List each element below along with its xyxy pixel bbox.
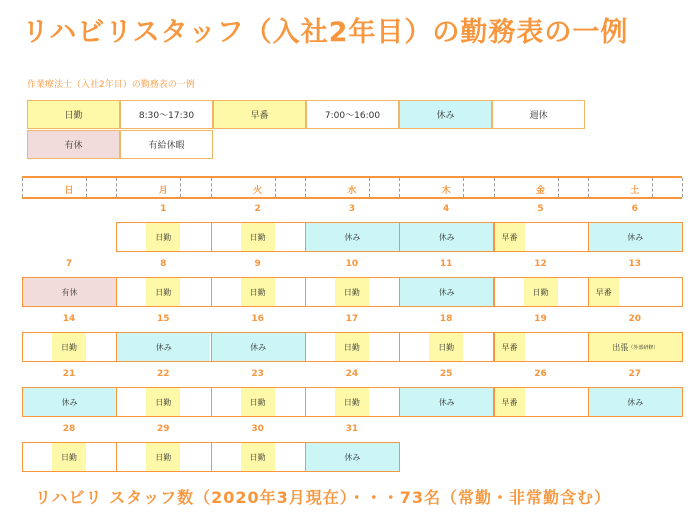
day-cell[interactable]	[399, 387, 494, 417]
day-cell[interactable]	[494, 222, 589, 252]
weekday-label: 土	[630, 186, 640, 196]
day-number: 12	[534, 259, 547, 269]
day-cell[interactable]	[211, 442, 306, 472]
day-cell[interactable]	[211, 332, 306, 362]
shift-name: 日勤	[249, 452, 266, 462]
day-number: 23	[251, 369, 264, 379]
day-number: 31	[345, 424, 359, 434]
shift-label	[589, 278, 619, 306]
day-cell[interactable]	[211, 387, 306, 417]
day-cell[interactable]	[22, 387, 117, 417]
staff-count-note: リハビリ スタッフ数（2020年3月現在）・・・73名（常勤・非常勤含む）	[35, 488, 612, 507]
shift-label	[241, 388, 275, 416]
day-number: 22	[157, 369, 170, 379]
shift-label	[524, 278, 558, 306]
shift-name: 日勤	[249, 232, 266, 242]
shift-note: （外部研修）	[628, 344, 659, 351]
shift-label	[335, 388, 369, 416]
shift-label	[241, 223, 275, 251]
shift-label	[495, 333, 525, 361]
day-cell[interactable]	[116, 222, 211, 252]
shift-label	[146, 223, 180, 251]
shift-name: 日勤	[155, 397, 172, 407]
shift-name: 日勤	[61, 452, 77, 462]
day-number: 26	[534, 369, 547, 379]
day-cell[interactable]	[399, 222, 494, 252]
shift-name: 日勤	[155, 452, 172, 462]
day-cell[interactable]	[305, 442, 400, 472]
weekday-label: 月	[158, 186, 168, 196]
day-number: 3	[348, 204, 356, 214]
day-number: 17	[345, 314, 359, 324]
shift-name: 休み	[438, 287, 455, 297]
header-divider	[682, 178, 683, 197]
shift-label	[146, 388, 180, 416]
day-number: 8	[160, 259, 167, 269]
shift-label	[589, 223, 682, 251]
day-cell[interactable]	[399, 277, 494, 307]
shift-label	[306, 443, 399, 471]
shift-name: 休み	[250, 342, 267, 352]
shift-name: 日勤	[249, 287, 266, 297]
legend-swatch: 休み	[399, 100, 492, 129]
day-cell[interactable]	[305, 222, 400, 252]
day-number: 28	[62, 424, 76, 434]
shift-name: 出張	[612, 342, 629, 352]
shift-name: 休み	[61, 397, 78, 407]
shift-label	[589, 388, 682, 416]
shift-label	[335, 278, 369, 306]
shift-label	[400, 388, 493, 416]
shift-label	[400, 278, 493, 306]
day-number: 2	[254, 204, 261, 214]
day-number: 14	[62, 314, 76, 324]
shift-label	[212, 333, 305, 361]
day-cell[interactable]	[22, 277, 117, 307]
shift-label	[117, 333, 210, 361]
shift-label	[146, 443, 180, 471]
shift-name: 休み	[627, 397, 644, 407]
day-cell[interactable]	[494, 277, 589, 307]
shift-name: 休み	[155, 342, 172, 352]
day-number: 25	[439, 369, 453, 379]
shift-name: 有休	[61, 287, 78, 297]
header-rule	[22, 176, 682, 178]
shift-label	[52, 443, 86, 471]
day-cell[interactable]	[116, 442, 211, 472]
legend-swatch: 早番	[213, 100, 306, 129]
shift-name: 休み	[438, 232, 455, 242]
shift-label	[495, 223, 525, 251]
day-number: 4	[443, 204, 450, 214]
shift-name: 休み	[627, 232, 644, 242]
shift-name: 早番	[595, 287, 612, 297]
day-number: 24	[345, 369, 359, 379]
shift-name: 日勤	[343, 287, 360, 297]
shift-label	[146, 278, 180, 306]
shift-name: 日勤	[155, 287, 172, 297]
day-number: 18	[439, 314, 453, 324]
day-number: 19	[534, 314, 547, 324]
day-number: 29	[157, 424, 170, 434]
day-cell[interactable]	[305, 277, 400, 307]
shift-name: 日勤	[61, 342, 77, 352]
weekday-label: 日	[64, 186, 74, 196]
legend-description: 週休	[492, 100, 585, 129]
table-caption: 作業療法士（入社2年目）の勤務表の一例	[27, 80, 195, 90]
shift-label	[23, 278, 116, 306]
shift-label	[23, 388, 116, 416]
day-cell[interactable]	[22, 442, 117, 472]
shift-label	[400, 223, 493, 251]
legend-description: 有給休暇	[120, 130, 213, 159]
day-cell[interactable]	[399, 332, 494, 362]
day-number: 9	[254, 259, 261, 269]
day-number: 7	[65, 259, 73, 269]
weekday-label: 木	[441, 186, 451, 196]
shift-name: 早番	[501, 232, 518, 242]
day-cell[interactable]	[588, 332, 683, 362]
shift-name: 早番	[501, 342, 518, 352]
weekday-label: 火	[253, 186, 263, 196]
shift-name: 日勤	[155, 232, 172, 242]
legend-description: 8:30〜17:30	[120, 100, 213, 129]
shift-name: 休み	[344, 452, 361, 462]
shift-label	[495, 388, 525, 416]
legend-swatch: 有休	[27, 130, 120, 159]
shift-label	[241, 278, 275, 306]
day-cell[interactable]	[22, 332, 117, 362]
shift-label	[429, 333, 463, 361]
day-cell[interactable]	[494, 387, 589, 417]
day-number: 6	[631, 204, 638, 214]
day-cell[interactable]	[116, 387, 211, 417]
day-number: 21	[62, 369, 76, 379]
day-cell[interactable]	[116, 332, 211, 362]
day-cell[interactable]	[588, 222, 683, 252]
day-number: 1	[160, 204, 167, 214]
shift-name: 日勤	[249, 397, 266, 407]
day-number: 30	[251, 424, 264, 434]
shift-name: 日勤	[343, 397, 360, 407]
shift-label	[52, 333, 86, 361]
shift-name: 早番	[501, 397, 518, 407]
weekday-label: 水	[347, 186, 357, 196]
day-number: 20	[628, 314, 642, 324]
day-cell[interactable]	[588, 387, 683, 417]
shift-name: 日勤	[343, 342, 360, 352]
day-cell[interactable]	[211, 277, 306, 307]
weekday-label: 金	[535, 186, 545, 196]
day-number: 16	[251, 314, 264, 324]
shift-label	[335, 333, 369, 361]
page-title: リハビリスタッフ（入社2年目）の勤務表の一例	[22, 17, 629, 48]
header-rule	[22, 197, 682, 199]
day-number: 5	[537, 204, 544, 214]
shift-name: 休み	[344, 232, 361, 242]
day-number: 27	[628, 369, 642, 379]
legend-swatch: 日勤	[27, 100, 120, 129]
day-cell[interactable]	[494, 332, 589, 362]
day-number: 13	[628, 259, 642, 269]
shift-name: 休み	[438, 397, 455, 407]
shift-name: 日勤	[532, 287, 549, 297]
legend-description: 7:00〜16:00	[306, 100, 399, 129]
shift-label	[589, 333, 682, 361]
shift-label	[306, 223, 399, 251]
shift-name: 日勤	[438, 342, 455, 352]
day-number: 11	[439, 259, 453, 269]
day-cell[interactable]	[211, 222, 306, 252]
day-cell[interactable]	[588, 277, 683, 307]
shift-label	[241, 443, 275, 471]
day-cell[interactable]	[116, 277, 211, 307]
day-cell[interactable]	[305, 332, 400, 362]
day-cell[interactable]	[305, 387, 400, 417]
day-number: 15	[157, 314, 170, 324]
day-number: 10	[345, 259, 359, 269]
